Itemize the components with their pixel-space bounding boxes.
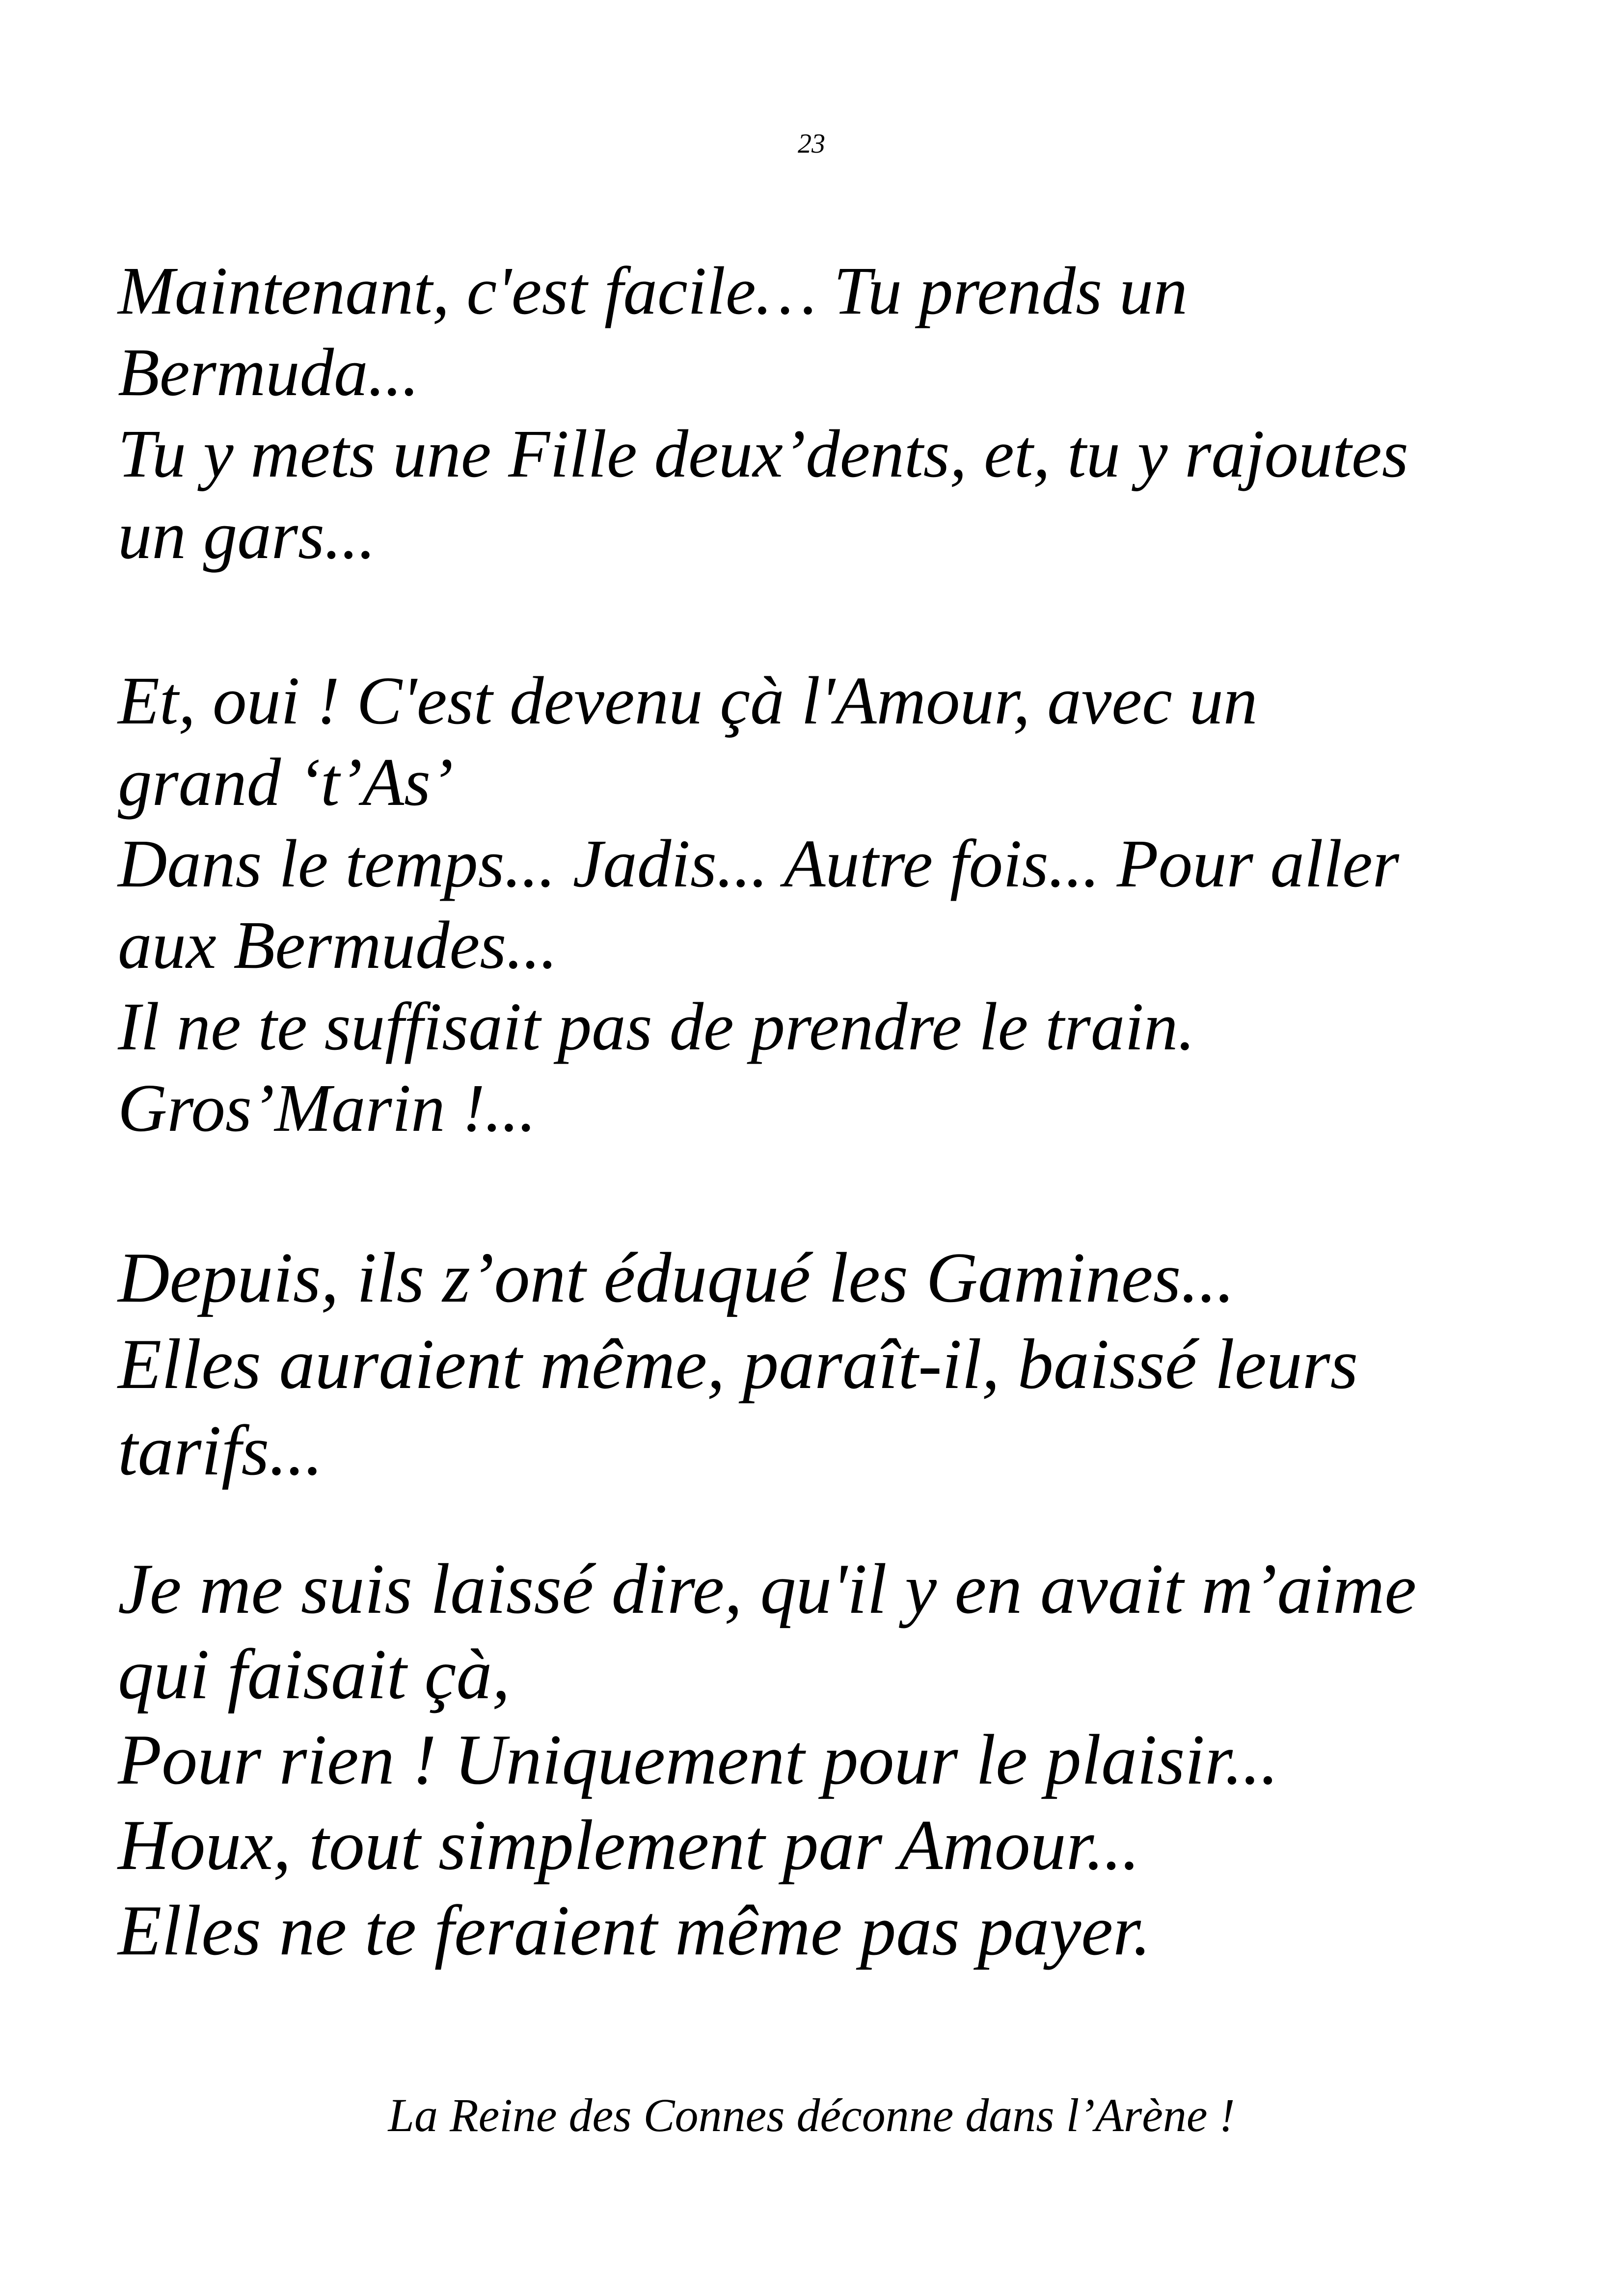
poem-line: grand ‘t’As’ [118,745,454,820]
stanza-2 [118,660,1542,1149]
poem-line: Je me suis laissé dire, qu'il y en avait m’aime [118,1549,1417,1629]
poem-line: Depuis, ils z’ont éduqué les Gamines... [118,1238,1235,1317]
stanza-3 [118,1234,1542,1494]
poem-line: Elles ne te feraient même pas payer. [118,1891,1151,1970]
poem-line: Dans le temps... Jadis... Autre fois... Pour aller [118,826,1399,902]
poem-line: Et, oui ! C'est devenu çà l'Amour, avec un [118,663,1258,739]
poem-line: Houx, tout simplement par Amour... [118,1805,1140,1885]
running-footer: La Reine des Connes déconne dans l’Arène ! [388,2089,1235,2141]
poem-line: Elles auraient même, paraît-il, baissé leurs [118,1324,1358,1404]
poem-line: Gros’Marin !... [118,1070,536,1146]
poem-line: Maintenant, c'est facile… Tu prends un [118,253,1188,329]
poem-line: qui faisait çà, [118,1634,510,1714]
page-number: 23 [798,129,825,159]
poem-line: aux Bermudes... [118,908,558,983]
stanza-1 [118,250,1542,576]
poem-line: un gars... [118,498,376,573]
poem-line: Bermuda... [118,335,419,410]
poem-line: tarifs... [118,1411,323,1490]
poem-line: Il ne te suffisait pas de prendre le train. [118,989,1195,1065]
poem-line: Tu y mets une Fille deux’dents, et, tu y rajoutes [118,416,1408,492]
stanza-4 [118,1546,1542,1973]
poem-line: Pour rien ! Uniquement pour le plaisir... [118,1720,1279,1799]
